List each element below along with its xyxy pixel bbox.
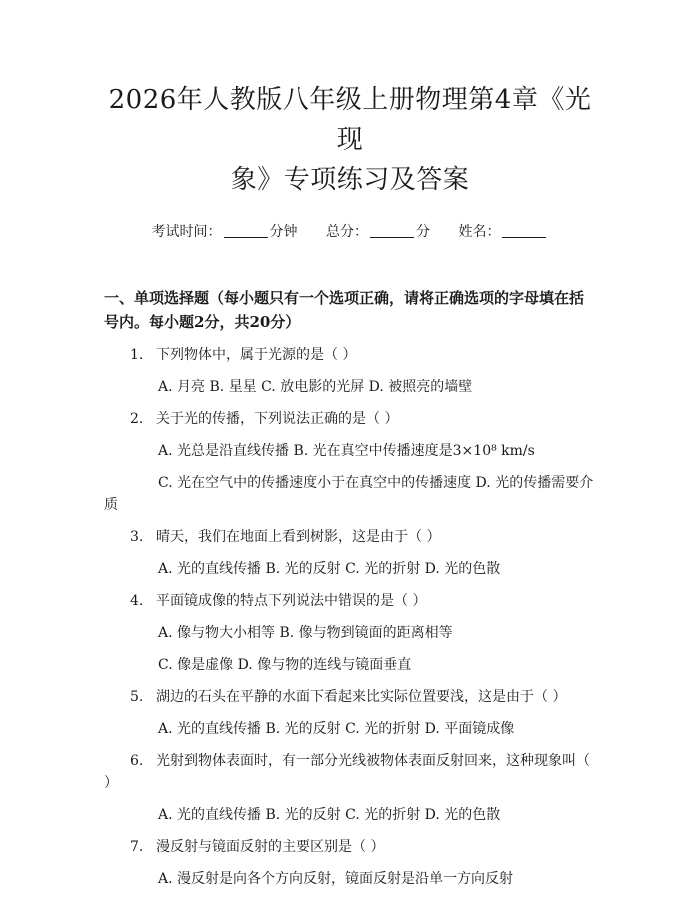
question-number: 2. <box>130 411 144 427</box>
question-text: 光射到物体表面时，有一部分光线被物体表面反射回来，这种现象叫（ ） <box>104 753 590 791</box>
total-score-blank <box>370 223 414 238</box>
question-text: 晴天，我们在地面上看到树影，这是由于（ ） <box>156 529 441 545</box>
question-4-options-line-1: A. 像与物大小相等 B. 像与物到镜面的距离相等 <box>158 625 453 641</box>
question-6 <box>104 750 596 794</box>
question-6-options-line-1: A. 光的直线传播 B. 光的反射 C. 光的折射 D. 光的色散 <box>158 807 501 823</box>
question-text: 下列物体中，属于光源的是（ ） <box>156 347 357 363</box>
student-name-label: 姓名： <box>458 224 501 240</box>
question-3-options-line-1: A. 光的直线传播 B. 光的反射 C. 光的折射 D. 光的色散 <box>158 561 501 577</box>
question-text: 关于光的传播，下列说法正确的是（ ） <box>156 411 399 427</box>
question-1-options-line-1: A. 月亮 B. 星星 C. 放电影的光屏 D. 被照亮的墙壁 <box>158 379 473 395</box>
question-4-options-line-2: C. 像是虚像 D. 像与物的连线与镜面垂直 <box>158 657 412 673</box>
question-text: 湖边的石头在平静的水面下看起来比实际位置要浅，这是由于（ ） <box>156 689 567 705</box>
question-number: 3. <box>130 529 144 545</box>
question-2 <box>104 408 596 430</box>
question-7 <box>104 836 596 858</box>
question-number: 4. <box>130 593 144 609</box>
total-score-label: 总分： <box>326 224 368 240</box>
student-name-blank <box>502 223 546 238</box>
question-number: 1. <box>130 347 144 363</box>
question-4 <box>104 590 596 612</box>
total-score-unit: 分 <box>416 224 430 240</box>
exam-time-blank <box>224 223 268 238</box>
question-2-options-line-1: A. 光总是沿直线传播 B. 光在真空中传播速度是3×10⁸ km/s <box>158 443 535 459</box>
title-line-1: 2026年人教版八年级上册物理第4章《光现 <box>108 85 592 155</box>
document-title <box>104 0 596 200</box>
question-3 <box>104 526 596 548</box>
question-5-options-line-1: A. 光的直线传播 B. 光的反射 C. 光的折射 D. 平面镜成像 <box>158 721 515 737</box>
exam-info <box>104 222 596 242</box>
question-2-options-line-2: C. 光在空气中的传播速度小于在真空中的传播速度 D. 光的传播需要介质 <box>104 475 594 513</box>
question-5 <box>104 686 596 708</box>
total-score-field <box>326 224 430 240</box>
exam-time-unit: 分钟 <box>269 224 298 240</box>
question-7-options-line-1: A. 漫反射是向各个方向反射，镜面反射是沿单一方向反射 <box>158 871 514 887</box>
question-text: 平面镜成像的特点下列说法中错误的是（ ） <box>156 593 427 609</box>
question-text: 漫反射与镜面反射的主要区别是（ ） <box>156 839 385 855</box>
student-name-field <box>458 224 548 240</box>
exam-time-label: 考试时间： <box>151 224 222 240</box>
question-number: 7. <box>130 839 144 855</box>
question-number: 6. <box>130 753 144 769</box>
title-line-2: 象》专项练习及答案 <box>230 165 470 195</box>
question-1 <box>104 344 596 366</box>
section-heading: 一、单项选择题（每小题只有一个选项正确，请将正确选项的字母填在括号内。每小题2分，共20分） <box>104 289 585 331</box>
exam-time-field <box>152 224 298 240</box>
question-number: 5. <box>130 689 144 705</box>
